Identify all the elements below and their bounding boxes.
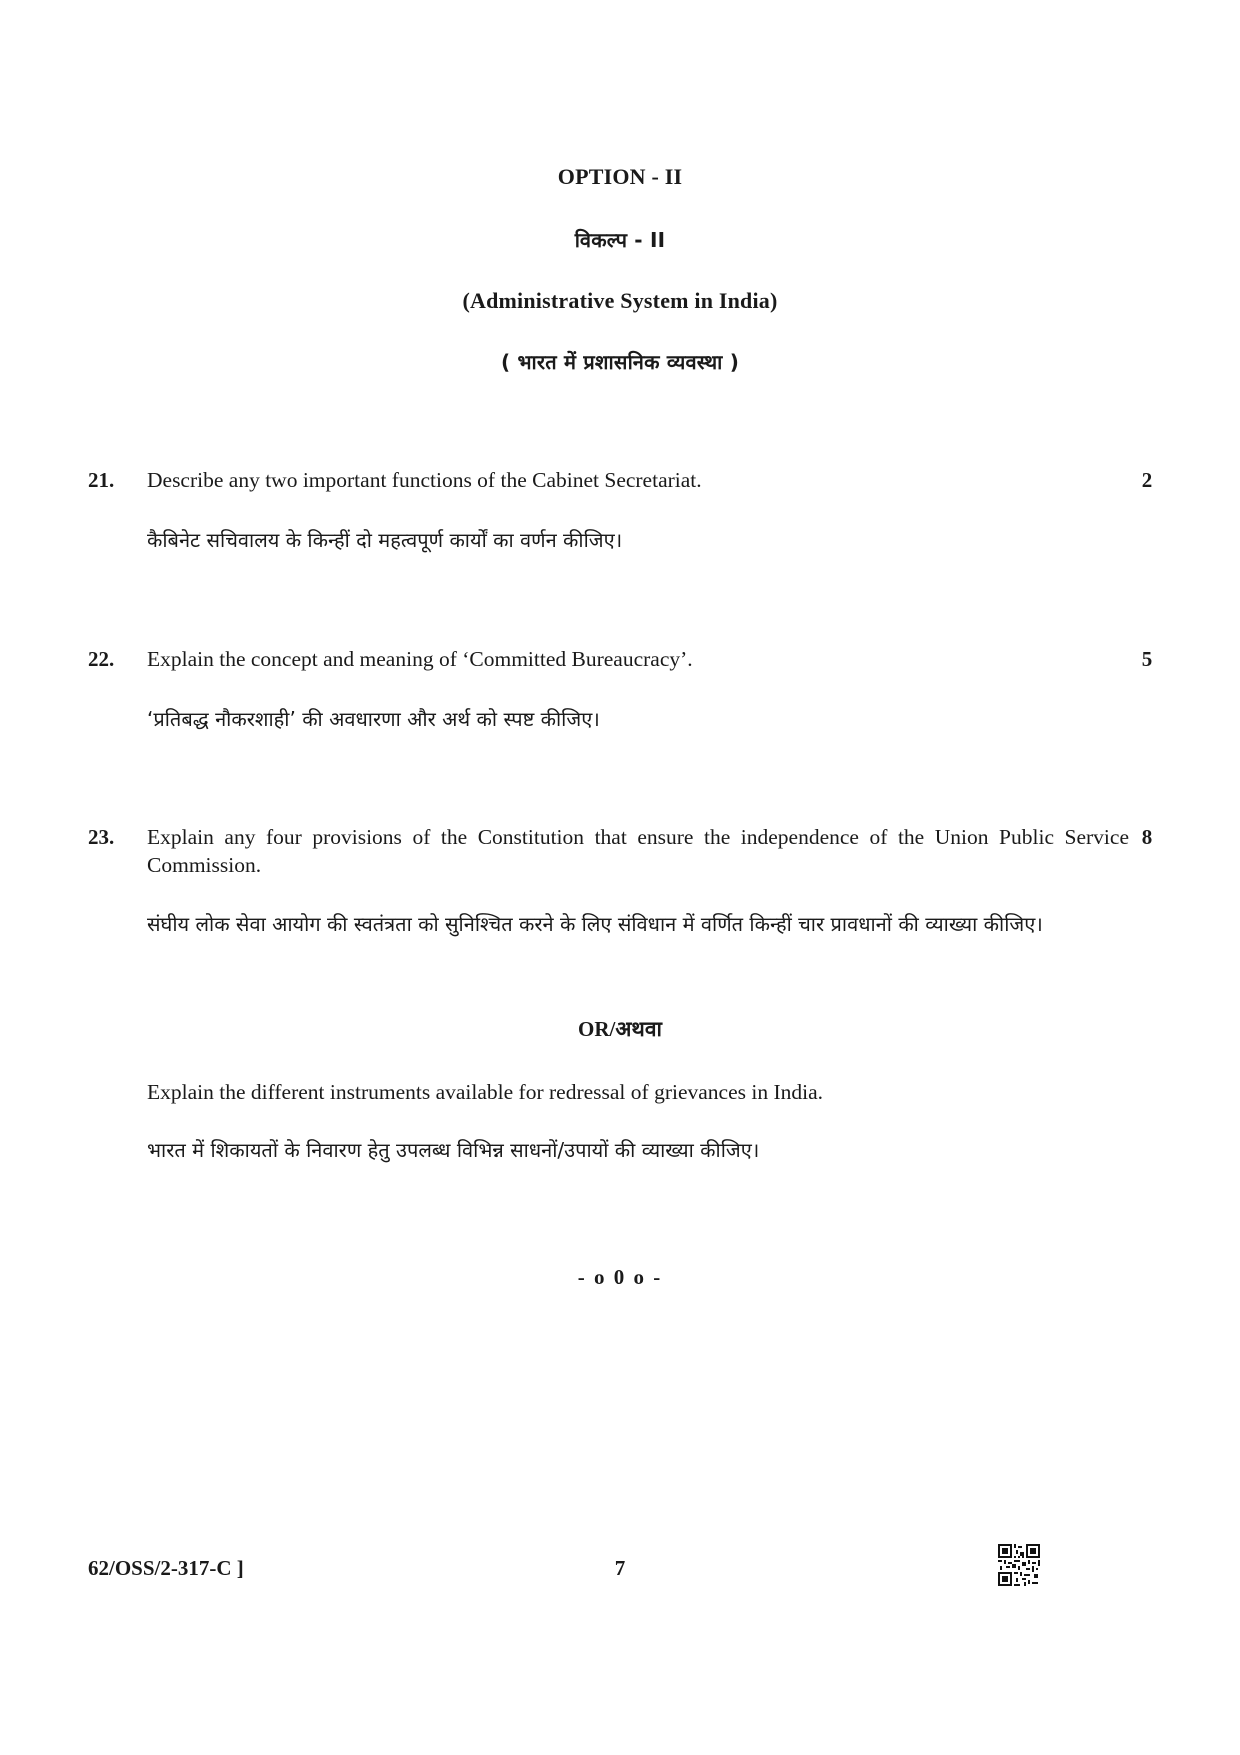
question-text-hi: ‘प्रतिबद्ध नौकरशाही’ की अवधारणा और अर्थ को स्पष्ट कीजिए।	[147, 707, 600, 731]
subject-title-hi: ( भारत में प्रशासनिक व्यवस्था )	[500, 350, 740, 374]
question-number: 21.	[88, 468, 115, 492]
question-number: 23.	[88, 825, 115, 849]
subject-title-en: (Administrative System in India)	[462, 288, 778, 313]
question-text-en: Explain the concept and meaning of ‘Committed Bureaucracy’.	[147, 647, 693, 671]
question-text-hi: कैबिनेट सचिवालय के किन्हीं दो महत्वपूर्ण कार्यों का वर्णन कीजिए।	[147, 528, 623, 552]
option-title-en: OPTION - II	[557, 164, 683, 189]
question-number: 22.	[88, 647, 115, 671]
alternative-question-text-en: Explain the different instruments available for redressal of grievances in India.	[147, 1080, 824, 1104]
question-text-en: Describe any two important functions of the Cabinet Secretariat.	[147, 468, 702, 492]
end-of-paper-mark: - o 0 o -	[577, 1265, 663, 1289]
option-title-hi: विकल्प - II	[574, 228, 666, 252]
alternative-question-text-hi: भारत में शिकायतों के निवारण हेतु उपलब्ध विभिन्न साधनों/उपायों की व्याख्या कीजिए।	[147, 1138, 760, 1162]
or-separator: OR/अथवा	[578, 1017, 662, 1041]
paper-code: 62/OSS/2-317-C ]	[88, 1556, 244, 1580]
question-text-en: Explain any four provisions of the Constitution that ensure the independence of the Union Public Service Commission.	[147, 825, 1129, 877]
question-text-hi: संघीय लोक सेवा आयोग की स्वतंत्रता को सुनिश्चित करने के लिए संविधान में वर्णित किन्हीं चार प्रावधानों की व्याख्या कीजिए।	[147, 912, 1043, 936]
question-marks: 2	[1141, 468, 1153, 492]
qr-code-icon	[998, 1544, 1040, 1586]
page-number: 7	[614, 1556, 626, 1580]
question-marks: 5	[1141, 647, 1153, 671]
question-marks: 8	[1141, 825, 1153, 849]
